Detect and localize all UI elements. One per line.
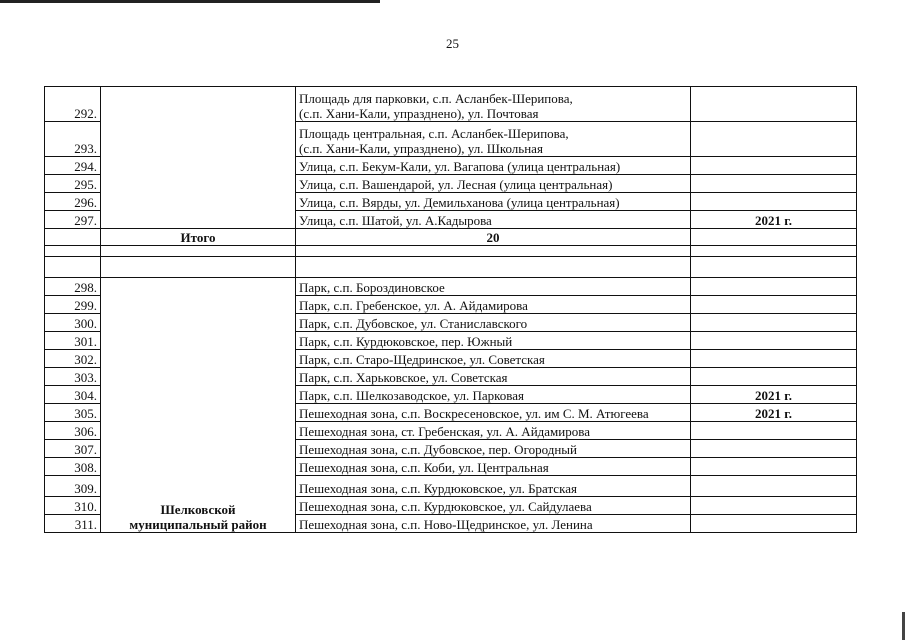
object-name: Улица, с.п. Шатой, ул. А.Кадырова: [296, 211, 691, 229]
row-number: 299.: [45, 296, 101, 314]
object-name: Площадь для парковки, с.п. Асланбек-Шерипова, (с.п. Хани-Кали, упразднено), ул. Почтовая: [296, 87, 691, 122]
row-number: 295.: [45, 175, 101, 193]
year-cell: [691, 332, 857, 350]
empty-row: [45, 257, 857, 278]
row-number: 311.: [45, 515, 101, 533]
total-row: [45, 229, 857, 246]
year-cell: 2021 г.: [691, 211, 857, 229]
year-cell: [691, 122, 857, 157]
object-name: Парк, с.п. Харьковское, ул. Советская: [296, 368, 691, 386]
total-num-empty: [45, 229, 101, 246]
year-cell: [691, 497, 857, 515]
year-cell: [691, 87, 857, 122]
row-number: 308.: [45, 458, 101, 476]
object-name: Парк, с.п. Бороздиновское: [296, 278, 691, 296]
total-label: Итого: [101, 229, 296, 246]
object-name: Пешеходная зона, с.п. Курдюковское, ул. Братская: [296, 476, 691, 497]
object-name: Улица, с.п. Бекум-Кали, ул. Вагапова (улица центральная): [296, 157, 691, 175]
object-name: Пешеходная зона, с.п. Ново-Щедринское, ул. Ленина: [296, 515, 691, 533]
row-number: 309.: [45, 476, 101, 497]
total-value: 20: [296, 229, 691, 246]
year-cell: [691, 175, 857, 193]
object-name: Пешеходная зона, ст. Гребенская, ул. А. Айдамирова: [296, 422, 691, 440]
year-cell: [691, 515, 857, 533]
object-name: Пешеходная зона, с.п. Коби, ул. Центральная: [296, 458, 691, 476]
object-name: Улица, с.п. Вярды, ул. Демильханова (улица центральная): [296, 193, 691, 211]
object-name: Парк, с.п. Гребенское, ул. А. Айдамирова: [296, 296, 691, 314]
object-name: Пешеходная зона, с.п. Дубовское, пер. Огородный: [296, 440, 691, 458]
row-number: 303.: [45, 368, 101, 386]
row-number: 292.: [45, 87, 101, 122]
district-name: Шелковской муниципальный район: [101, 278, 296, 533]
row-number: 307.: [45, 440, 101, 458]
row-number: 301.: [45, 332, 101, 350]
object-name: Парк, с.п. Старо-Щедринское, ул. Советская: [296, 350, 691, 368]
row-number: 305.: [45, 404, 101, 422]
year-cell: [691, 350, 857, 368]
year-cell: [691, 296, 857, 314]
object-name: Улица, с.п. Вашендарой, ул. Лесная (улица центральная): [296, 175, 691, 193]
object-name: Парк, с.п. Шелкозаводское, ул. Парковая: [296, 386, 691, 404]
row-number: 306.: [45, 422, 101, 440]
year-cell: [691, 157, 857, 175]
year-cell: [691, 193, 857, 211]
row-number: 296.: [45, 193, 101, 211]
year-cell: [691, 422, 857, 440]
year-cell: [691, 458, 857, 476]
year-cell: [691, 476, 857, 497]
object-name: Площадь центральная, с.п. Асланбек-Шерипова, (с.п. Хани-Кали, упразднено), ул. Школьная: [296, 122, 691, 157]
year-cell: [691, 278, 857, 296]
year-cell: [691, 368, 857, 386]
table-row: [45, 278, 857, 296]
object-name: Парк, с.п. Дубовское, ул. Станиславского: [296, 314, 691, 332]
year-cell: 2021 г.: [691, 386, 857, 404]
row-number: 300.: [45, 314, 101, 332]
scan-edge-top: [0, 0, 380, 3]
row-number: 297.: [45, 211, 101, 229]
year-cell: [691, 314, 857, 332]
object-name: Пешеходная зона, с.п. Воскресеновское, ул. им С. М. Атюгеева: [296, 404, 691, 422]
row-number: 302.: [45, 350, 101, 368]
object-name: Парк, с.п. Курдюковское, пер. Южный: [296, 332, 691, 350]
row-number: 310.: [45, 497, 101, 515]
objects-table: [44, 86, 857, 533]
district-cell-empty: [101, 87, 296, 229]
year-cell: [691, 440, 857, 458]
empty-row: [45, 246, 857, 257]
total-year-empty: [691, 229, 857, 246]
page-number: 25: [446, 36, 459, 51]
year-cell: 2021 г.: [691, 404, 857, 422]
row-number: 304.: [45, 386, 101, 404]
row-number: 294.: [45, 157, 101, 175]
object-name: Пешеходная зона, с.п. Курдюковское, ул. Сайдулаева: [296, 497, 691, 515]
row-number: 298.: [45, 278, 101, 296]
row-number: 293.: [45, 122, 101, 157]
table-row: [45, 87, 857, 122]
